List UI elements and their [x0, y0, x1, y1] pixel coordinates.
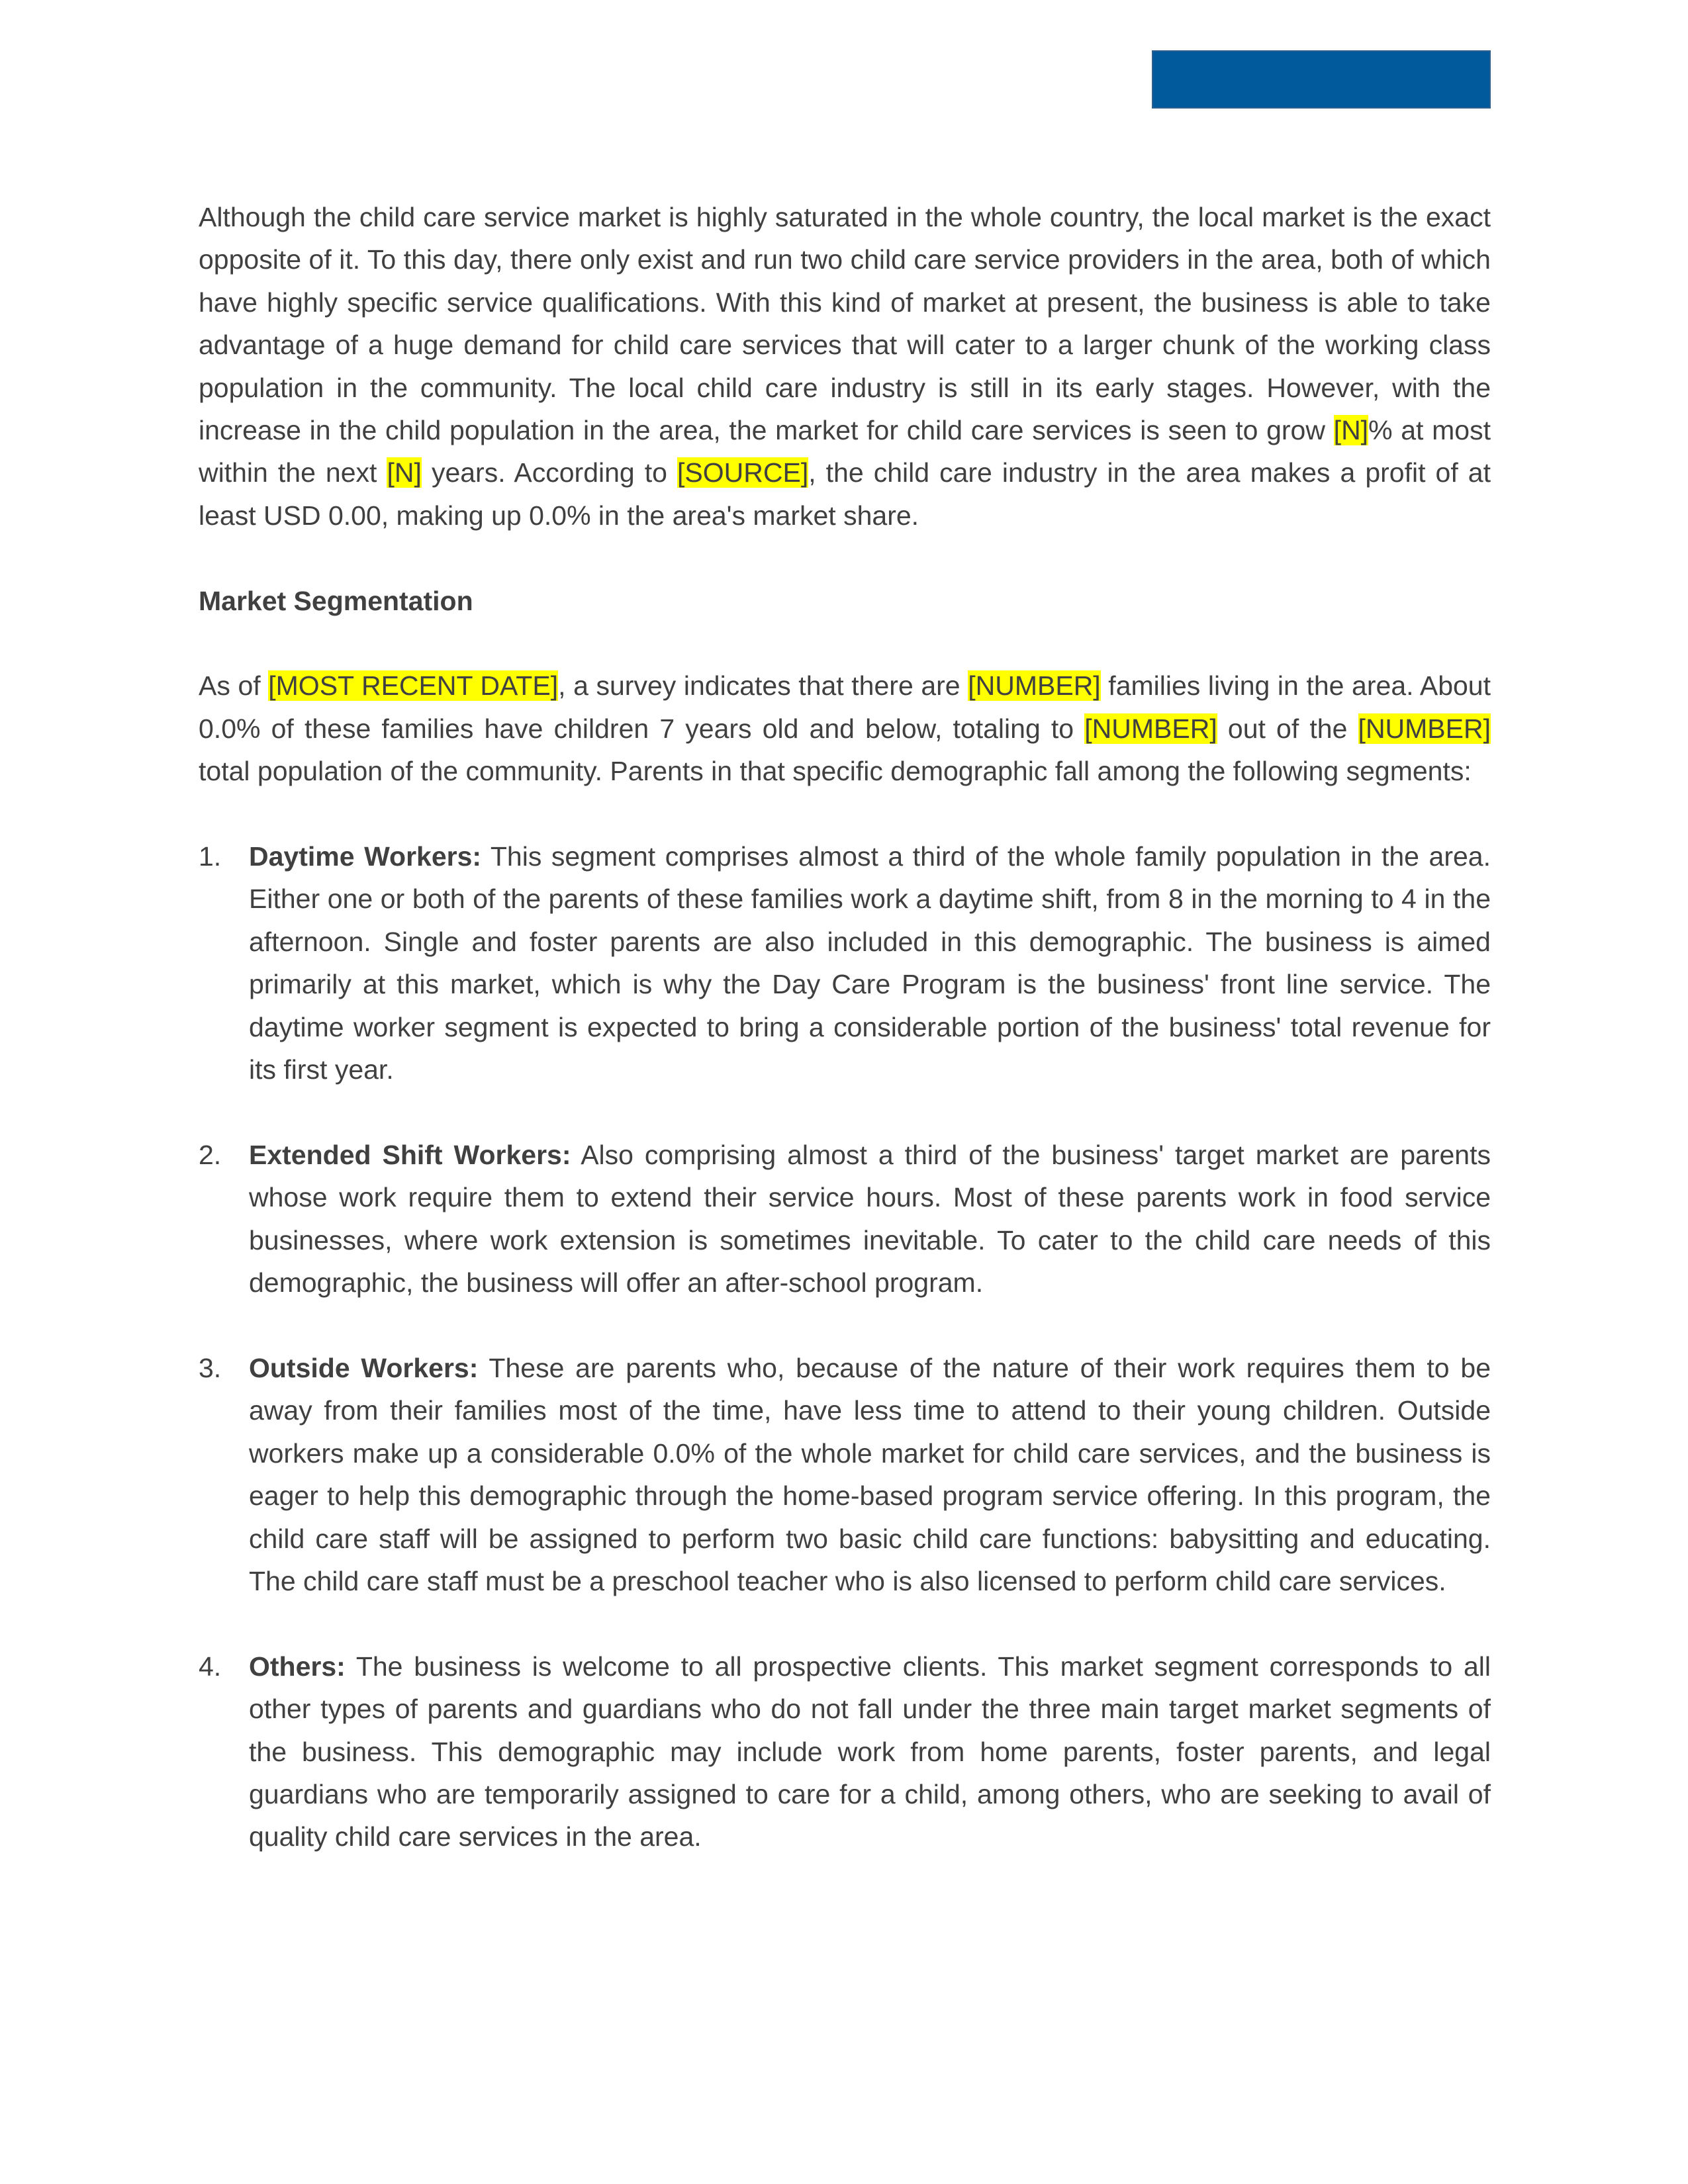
segmentation-text: total population of the community. Parents in that specific demographic fall among the following segments:	[199, 756, 1472, 787]
document-body	[199, 196, 1491, 1858]
segmentation-paragraph	[199, 664, 1491, 792]
list-item-title: Others:	[249, 1651, 346, 1682]
segmentation-text: out of the	[1217, 713, 1358, 744]
section-heading	[199, 580, 1491, 622]
list-item-title: Outside Workers:	[249, 1352, 479, 1383]
placeholder-number: [NUMBER]	[968, 670, 1101, 702]
intro-text: Although the child care service market is highly saturated in the whole country, the local market is the exact opposite of it. To this day, there only exist and run two child care service providers in the area, both of which have highly specific service qualifications. With this kind of market at present, the business is able to take advantage of a huge demand for child care services that will cater to a larger chunk of the working class population in the community. The local child care industry is still in its early stages. However, with the increase in the child population in the area, the market for child care services is seen to grow	[199, 202, 1491, 446]
placeholder-percent: [N]	[1333, 415, 1369, 446]
list-item	[199, 1347, 1491, 1602]
segmentation-text: families living in the area. About 0.0% of these families have children 7 years old and below, totaling to	[199, 670, 1491, 744]
list-number: 3.	[199, 1352, 222, 1383]
segmentation-text: As of	[199, 670, 269, 702]
placeholder-date: [MOST RECENT DATE]	[268, 670, 559, 702]
header-color-bar	[1152, 50, 1491, 109]
intro-text: years. According to	[421, 457, 678, 488]
list-number: 1.	[199, 841, 222, 872]
placeholder-number: [NUMBER]	[1084, 713, 1217, 744]
list-item	[199, 1134, 1491, 1304]
list-item-text: This segment comprises almost a third of the whole family population in the area. Either one or both of the parents of these families work a daytime shift, from 8 in the morning to 4 in the afternoon. Single and foster parents are also included in this demographic. The business is aimed primarily at this market, which is why the Day Care Program is the business' front line service. The daytime worker segment is expected to bring a considerable portion of the business' total revenue for its first year.	[249, 841, 1491, 1085]
intro-text: % at most within the next	[199, 415, 1491, 488]
list-item-text: The business is welcome to all prospective clients. This market segment corresponds to all other types of parents and guardians who do not fall under the three main target market segments of the business. This demographic may include work from home parents, foster parents, and legal guardians who are temporarily assigned to care for a child, among others, who are seeking to avail of quality child care services in the area.	[249, 1651, 1491, 1852]
list-item-title: Extended Shift Workers:	[249, 1139, 571, 1170]
list-item	[199, 1645, 1491, 1858]
segmentation-text: , a survey indicates that there are	[558, 670, 968, 702]
section-heading-text: Market Segmentation	[199, 585, 473, 616]
list-number: 4.	[199, 1651, 222, 1682]
placeholder-number: [NUMBER]	[1358, 713, 1491, 744]
list-number: 2.	[199, 1139, 222, 1170]
list-item-title: Daytime Workers:	[249, 841, 482, 872]
intro-text: , the child care industry in the area makes a profit of at least USD 0.00, making up 0.0% in the area's market share.	[199, 457, 1491, 531]
placeholder-years: [N]	[387, 457, 422, 488]
list-item-text: These are parents who, because of the nature of their work requires them to be away from their families most of the time, have less time to attend to their young children. Outside workers make up a considerable 0.0% of the whole market for child care services, and the business is eager to help this demographic through the home-based program service offering. In this program, the child care staff will be assigned to perform two basic child care functions: babysitting and educating. The child care staff must be a preschool teacher who is also licensed to perform child care services.	[249, 1352, 1491, 1596]
list-item	[199, 835, 1491, 1091]
intro-paragraph	[199, 196, 1491, 537]
placeholder-source: [SOURCE]	[677, 457, 809, 488]
list-item-text: Also comprising almost a third of the business' target market are parents whose work require them to extend their service hours. Most of these parents work in food service businesses, where work extension is sometimes inevitable. To cater to the child care needs of this demographic, the business will offer an after-school program.	[249, 1139, 1491, 1298]
